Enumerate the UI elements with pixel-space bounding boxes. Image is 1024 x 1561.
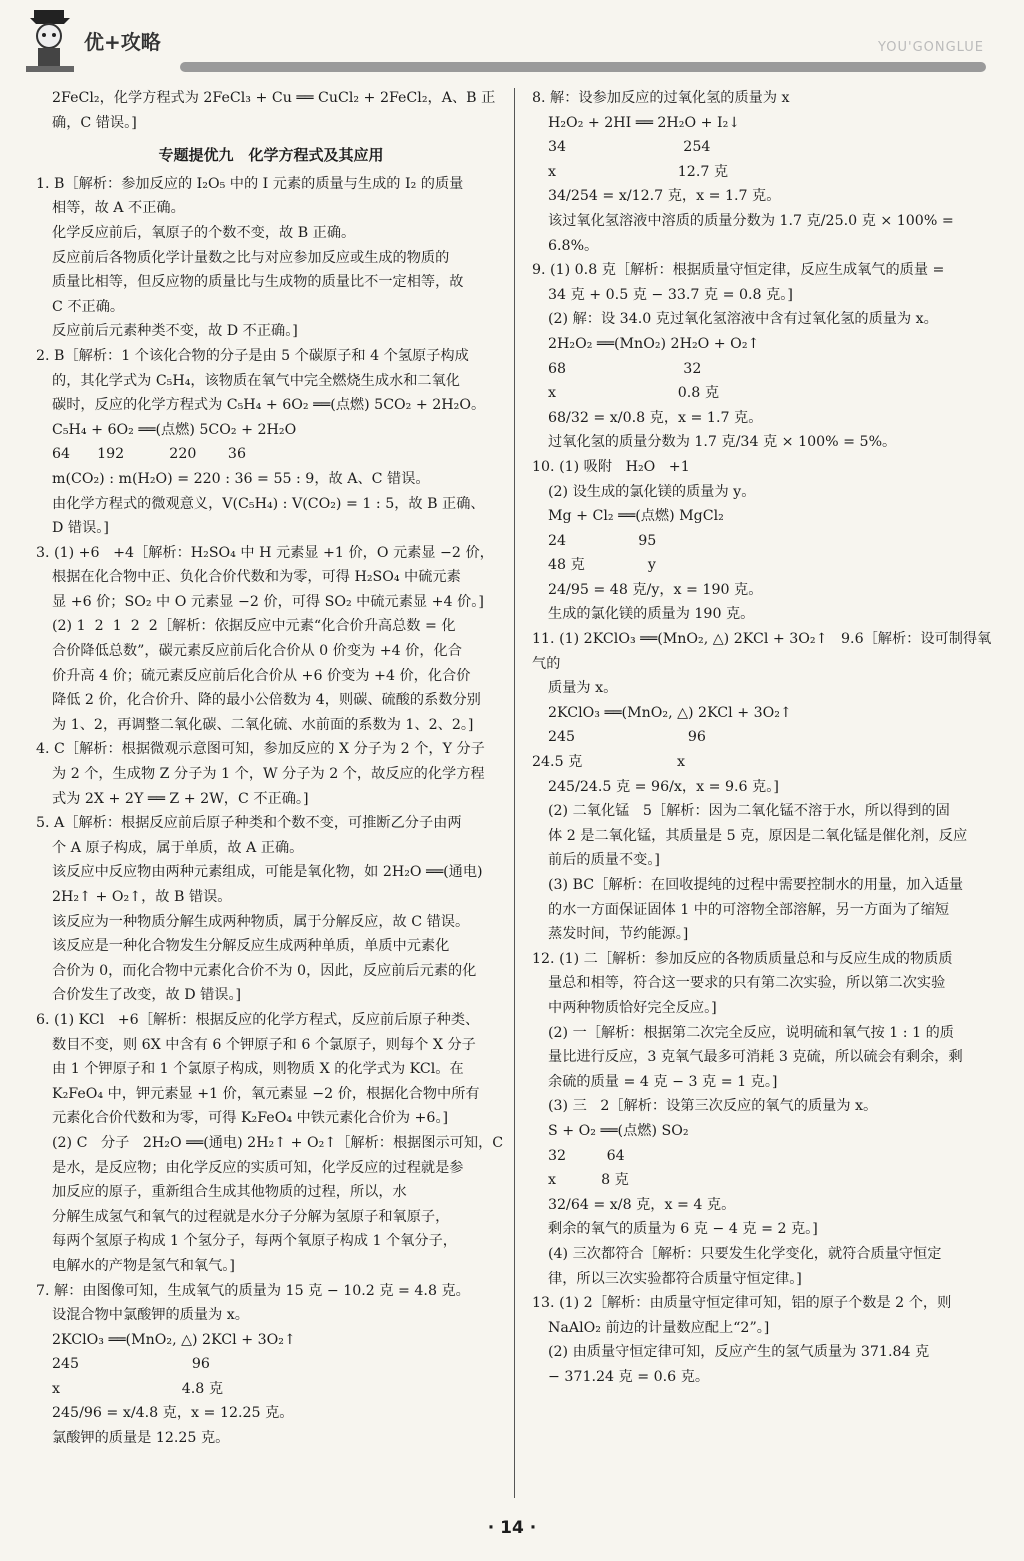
text-line: 为 1、2，再调整二氧化碳、二氧化硫、水前面的系数为 1、2、2。] — [52, 716, 474, 733]
text-line: 加反应的原子，重新组合生成其他物质的过程，所以，水 — [52, 1184, 407, 1201]
text-line: 2H₂O₂ ══(MnO₂) 2H₂O + O₂↑ — [548, 335, 760, 352]
text-line: 根据在化合物中正、负化合价代数和为零，可得 H₂SO₄ 中硫元素 — [52, 569, 461, 586]
text-line: 合价为 0，而化合物中元素化合价不为 0，因此，反应前后元素的化 — [52, 962, 477, 979]
text-line: 律，所以三次实验都符合质量守恒定律。] — [548, 1270, 802, 1287]
text-line: 是水，是反应物；由化学反应的实质可知，化学反应的过程就是参 — [52, 1159, 464, 1176]
text-line: 24/95 = 48 克/y，x = 190 克。 — [548, 581, 763, 598]
text-line: (3) 三 2［解析：设第三次反应的氧气的质量为 x。 — [548, 1098, 878, 1115]
text-line: 确，C 错误。] — [52, 114, 137, 131]
text-line: 显 +6 价；SO₂ 中 O 元素显 −2 价，可得 SO₂ 中硫元素显 +4 价。] — [52, 593, 484, 610]
text-line: 10. (1) 吸附 H₂O +1 — [532, 458, 690, 475]
text-line: (2) C 分子 2H₂O ══(通电) 2H₂↑ + O₂↑［解析：根据图示可知，C — [52, 1134, 504, 1151]
text-line: D 错误。] — [52, 520, 109, 537]
text-line: 2H₂↑ + O₂↑，故 B 错误。 — [52, 889, 232, 905]
text-line: H₂O₂ + 2HI ══ 2H₂O + I₂↓ — [548, 114, 741, 131]
text-line: 245/96 = x/4.8 克，x = 12.25 克。 — [52, 1405, 294, 1422]
text-line: 8. 解：设参加反应的过氧化氢的质量为 x — [532, 90, 790, 106]
text-line: x 8 克 — [548, 1172, 629, 1189]
text-line: 2. B［解析：1 个该化合物的分子是由 5 个碳原子和 4 个氢原子构成 — [36, 347, 469, 364]
text-line: 7. 解：由图像可知，生成氧气的质量为 15 克 − 10.2 克 = 4.8 克。 — [36, 1282, 470, 1299]
text-line: C₅H₄ + 6O₂ ══(点燃) 5CO₂ + 2H₂O — [52, 421, 297, 438]
text-line: 分解生成氢气和氧气的过程就是水分子分解为氢原子和氧原子， — [52, 1208, 450, 1225]
text-line: 68 32 — [548, 360, 702, 377]
text-line: 质量比相等，但反应物的质量比与生成物的质量比不一定相等，故 — [52, 274, 464, 291]
text-line: 3. (1) +6 +4［解析：H₂SO₄ 中 H 元素显 +1 价，O 元素显 −2 价， — [36, 544, 494, 561]
text-line: x 0.8 克 — [548, 385, 720, 402]
text-line: 34 克 + 0.5 克 − 33.7 克 = 0.8 克。] — [548, 286, 793, 303]
text-line: 245 96 — [548, 729, 706, 746]
text-line: C 不正确。 — [52, 298, 125, 315]
text-line: 2KClO₃ ══(MnO₂, △) 2KCl + 3O₂↑ — [52, 1331, 296, 1348]
text-line: 32 64 — [548, 1147, 625, 1164]
text-line: 48 克 y — [548, 557, 656, 574]
text-line: 64 192 220 36 — [52, 446, 246, 463]
text-line: 量总和相等，符合这一要求的只有第二次实验，所以第二次实验 — [548, 975, 946, 992]
text-line: 6. (1) KCl +6［解析：根据反应的化学方程式，反应前后原子种类、 — [36, 1011, 480, 1028]
text-line: 13. (1) 2［解析：由质量守恒定律可知，铝的原子个数是 2 个，则 — [532, 1295, 952, 1312]
text-line: 余硫的质量 = 4 克 − 3 克 = 1 克。] — [548, 1073, 778, 1090]
text-line: 前后的质量不变。] — [548, 852, 660, 869]
text-line: x 4.8 克 — [52, 1380, 224, 1397]
text-line: m(CO₂) : m(H₂O) = 220 : 36 = 55 : 9，故 A、C 错误。 — [52, 470, 430, 487]
right-column — [532, 86, 994, 1389]
page-header — [0, 0, 1024, 90]
text-line: 数目不变，则 6X 中含有 6 个钾原子和 6 个氯原子，则每个 X 分子 — [52, 1036, 476, 1053]
text-line: 蒸发时间，节约能源。] — [548, 926, 689, 943]
text-line: 24 95 — [548, 532, 657, 549]
text-line: 生成的氯化镁的质量为 190 克。 — [548, 606, 755, 623]
text-line: 11. (1) 2KClO₃ ══(MnO₂, △) 2KCl + 3O₂↑ 9.6［解析：设可制得氧气的 — [532, 631, 992, 672]
text-line: (2) 由质量守恒定律可知，反应产生的氢气质量为 371.84 克 — [548, 1344, 930, 1361]
section-title: 专题提优九 化学方程式及其应用 — [158, 146, 384, 165]
text-line: 245/24.5 克 = 96/x，x = 9.6 克。] — [548, 778, 779, 795]
text-line: 过氧化氢的质量分数为 1.7 克/34 克 × 100% = 5%。 — [548, 434, 897, 451]
text-line: 质量为 x。 — [548, 680, 618, 697]
text-line: 中两种物质恰好完全反应。] — [548, 999, 717, 1016]
text-line: 合价降低总数”，碳元素反应前后化合价从 0 价变为 +4 价，化合 — [52, 643, 462, 660]
text-line: (2) 一［解析：根据第二次完全反应，说明硫和氧气按 1 : 1 的质 — [548, 1024, 954, 1041]
text-line: 32/64 = x/8 克，x = 4 克。 — [548, 1196, 736, 1213]
text-line: 1. B［解析：参加反应的 I₂O₅ 中的 I 元素的质量与生成的 I₂ 的质量 — [36, 175, 464, 192]
text-line: 相等，故 A 不正确。 — [52, 200, 185, 217]
text-line: 电解水的产物是氢气和氧气。] — [52, 1257, 235, 1274]
text-line: 由化学方程式的微观意义，V(C₅H₄) : V(CO₂) = 1 : 5，故 B 正确、 — [52, 495, 485, 512]
text-line: 4. C［解析：根据微观示意图可知，参加反应的 X 分子为 2 个，Y 分子 — [36, 741, 485, 758]
text-line: 价升高 4 价；硫元素反应前后化合价从 +6 价变为 +4 价，化合价 — [52, 667, 471, 684]
text-line: (3) BC［解析：在回收提纯的过程中需要控制水的用量，加入适量 — [548, 877, 964, 893]
text-line: 24.5 克 x — [532, 754, 685, 771]
text-line: 氯酸钾的质量是 12.25 克。 — [52, 1430, 230, 1447]
text-line: K₂FeO₄ 中，钾元素显 +1 价，氧元素显 −2 价，根据化合物中所有 — [52, 1085, 480, 1102]
text-line: (2) 设生成的氯化镁的质量为 y。 — [548, 483, 756, 500]
logo-text: 优+攻略 — [84, 30, 161, 54]
text-line: 该反应为一种物质分解生成两种物质，属于分解反应，故 C 错误。 — [52, 913, 470, 930]
text-line: 式为 2X + 2Y ══ Z + 2W，C 不正确。] — [52, 790, 309, 807]
text-line: 245 96 — [52, 1356, 210, 1373]
text-line: 由 1 个钾原子和 1 个氯原子构成，则物质 X 的化学式为 KCl。在 — [52, 1061, 464, 1078]
text-line: − 371.24 克 = 0.6 克。 — [548, 1368, 710, 1385]
text-line: 合价发生了改变，故 D 错误。] — [52, 987, 242, 1004]
text-line: 碳时，反应的化学方程式为 C₅H₄ + 6O₂ ══(点燃) 5CO₂ + 2H₂O。 — [52, 397, 486, 414]
text-line: (2) 二氧化锰 5［解析：因为二氧化锰不溶于水，所以得到的固 — [548, 803, 950, 820]
header-bar — [180, 62, 986, 72]
text-line: 反应前后元素种类不变，故 D 不正确。] — [52, 323, 298, 340]
text-line: 该过氧化氢溶液中溶质的质量分数为 1.7 克/25.0 克 × 100% = 6.8%。 — [548, 212, 959, 254]
text-line: 12. (1) 二［解析：参加反应的各物质质量总和与反应生成的物质质 — [532, 950, 953, 967]
text-line: 68/32 = x/0.8 克，x = 1.7 克。 — [548, 409, 763, 426]
text-line: NaAlO₂ 前边的计量数应配上“2”。] — [548, 1319, 770, 1336]
text-line: 该反应中反应物由两种元素组成，可能是氧化物，如 2H₂O ══(通电) — [52, 864, 483, 881]
text-line: 量比进行反应，3 克氧气最多可消耗 3 克硫，所以硫会有剩余，剩 — [548, 1049, 963, 1066]
text-line: 2KClO₃ ══(MnO₂, △) 2KCl + 3O₂↑ — [548, 704, 792, 721]
text-line: 反应前后各物质化学计量数之比与对应参加反应或生成的物质的 — [52, 249, 450, 266]
text-line: 设混合物中氯酸钾的质量为 x。 — [52, 1307, 249, 1324]
text-line: 化学反应前后，氧原子的个数不变，故 B 正确。 — [52, 224, 356, 241]
text-line: Mg + Cl₂ ══(点燃) MgCl₂ — [548, 508, 724, 525]
text-line: (2) 解：设 34.0 克过氧化氢溶液中含有过氧化氢的质量为 x。 — [548, 311, 938, 328]
page-number: · 14 · — [487, 1518, 537, 1538]
text-line: 每两个氢原子构成 1 个氢分子，每两个氧原子构成 1 个氧分子， — [52, 1233, 457, 1250]
text-line: 9. (1) 0.8 克［解析：根据质量守恒定律，反应生成氧气的质量 = — [532, 262, 945, 279]
text-line: 元素化合价代数和为零，可得 K₂FeO₄ 中铁元素化合价为 +6。] — [52, 1110, 449, 1127]
mascot-logo-icon — [20, 8, 80, 78]
brand-text: YOU'GONGLUE — [878, 40, 984, 55]
text-line: 该反应是一种化合物发生分解反应生成两种单质，单质中元素化 — [52, 938, 450, 955]
text-line: (4) 三次都符合［解析：只要发生化学变化，就符合质量守恒定 — [548, 1245, 942, 1262]
column-divider — [514, 88, 515, 1498]
text-line: 5. A［解析：根据反应前后原子种类和个数不变，可推断乙分子由两 — [36, 815, 462, 832]
text-line: 个 A 原子构成，属于单质，故 A 正确。 — [52, 839, 304, 856]
text-line: 2FeCl₂，化学方程式为 2FeCl₃ + Cu ══ CuCl₂ + 2FeCl₂，A、B 正 — [52, 90, 496, 106]
left-column — [36, 86, 506, 1451]
text-line: 的，其化学式为 C₅H₄，该物质在氧气中完全燃烧生成水和二氧化 — [52, 372, 460, 389]
text-line: 的水一方面保证固体 1 中的可溶物全部溶解，另一方面为了缩短 — [548, 901, 950, 918]
text-line: 为 2 个，生成物 Z 分子为 1 个，W 分子为 2 个，故反应的化学方程 — [52, 766, 485, 783]
text-line: S + O₂ ══(点燃) SO₂ — [548, 1122, 689, 1139]
text-line: 体 2 是二氧化锰，其质量是 5 克，原因是二氧化锰是催化剂，反应 — [548, 827, 968, 844]
text-line: 34 254 — [548, 139, 711, 156]
text-line: 降低 2 价，化合价升、降的最小公倍数为 4，则碳、硫酸的系数分别 — [52, 692, 481, 709]
text-line: x 12.7 克 — [548, 163, 729, 180]
text-line: (2) 1 2 1 2 2［解析：依据反应中元素“化合价升高总数 = 化 — [52, 618, 456, 635]
text-line: 剩余的氧气的质量为 6 克 − 4 克 = 2 克。] — [548, 1221, 818, 1238]
text-line: 34/254 = x/12.7 克，x = 1.7 克。 — [548, 188, 781, 205]
